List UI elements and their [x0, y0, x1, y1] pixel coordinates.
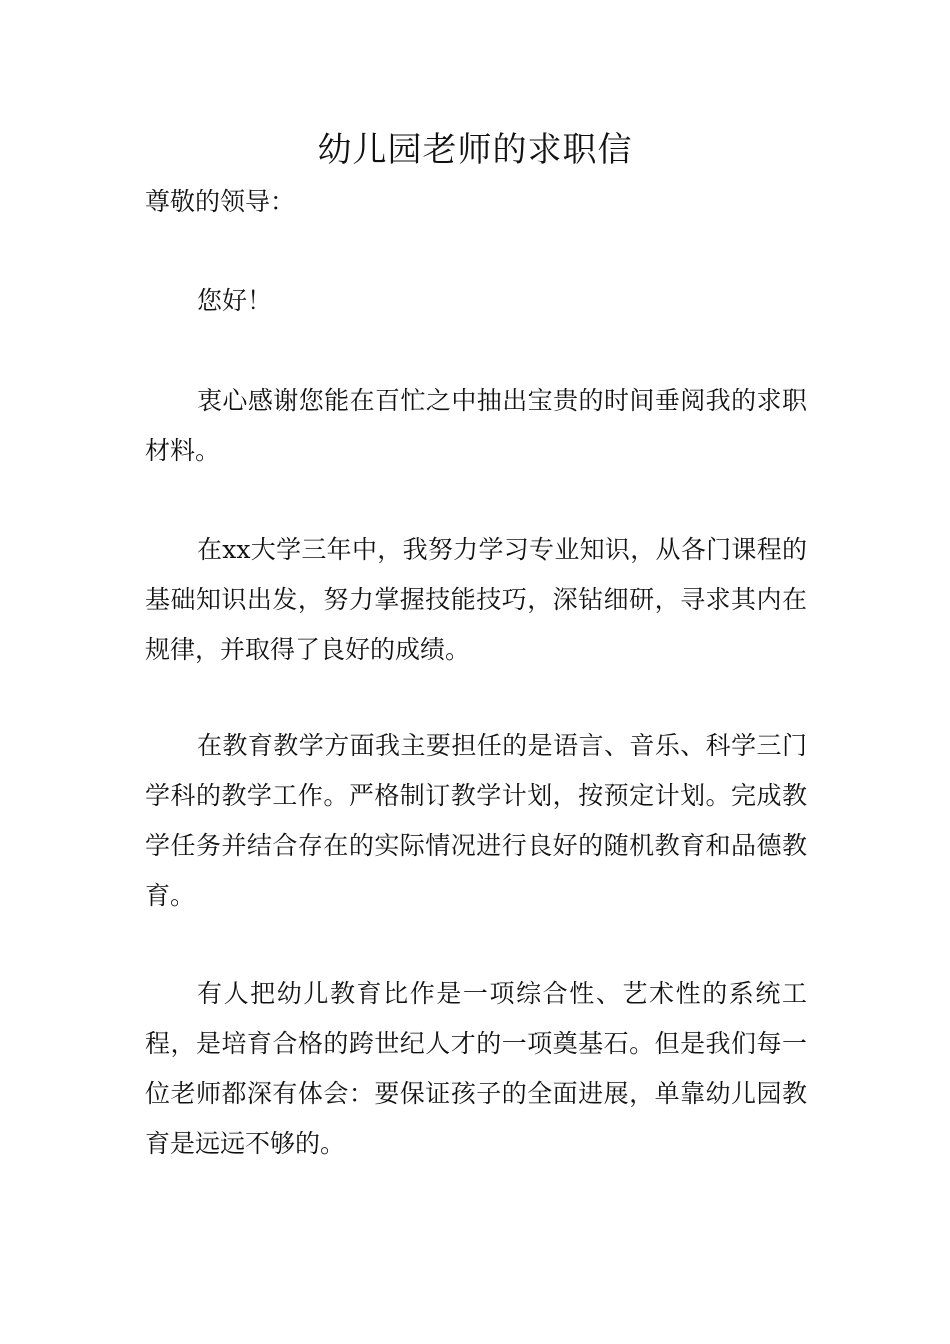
paragraph-education: 有人把幼儿教育比作是一项综合性、艺术性的系统工程，是培育合格的跨世纪人才的一项奠基石。但是我们每一位老师都深有体会：要保证孩子的全面进展，单靠幼儿园教育是远远不够的。: [145, 979, 807, 1158]
paragraph-teaching: 在教育教学方面我主要担任的是语言、音乐、科学三门学科的教学工作。严格制订教学计划，按预定计划。完成教学任务并结合存在的实际情况进行良好的随机教育和品德教育。: [145, 731, 807, 910]
greeting: 您好！: [197, 286, 273, 315]
paragraph-study: 在xx大学三年中，我努力学习专业知识，从各门课程的基础知识出发，努力掌握技能技巧，深钻细研，寻求其内在规律，并取得了良好的成绩。: [145, 535, 807, 664]
salutation: 尊敬的领导：: [145, 187, 296, 216]
document-title: 幼儿园老师的求职信: [317, 130, 633, 170]
paragraph-thanks: 衷心感谢您能在百忙之中抽出宝贵的时间垂阅我的求职材料。: [145, 386, 807, 465]
